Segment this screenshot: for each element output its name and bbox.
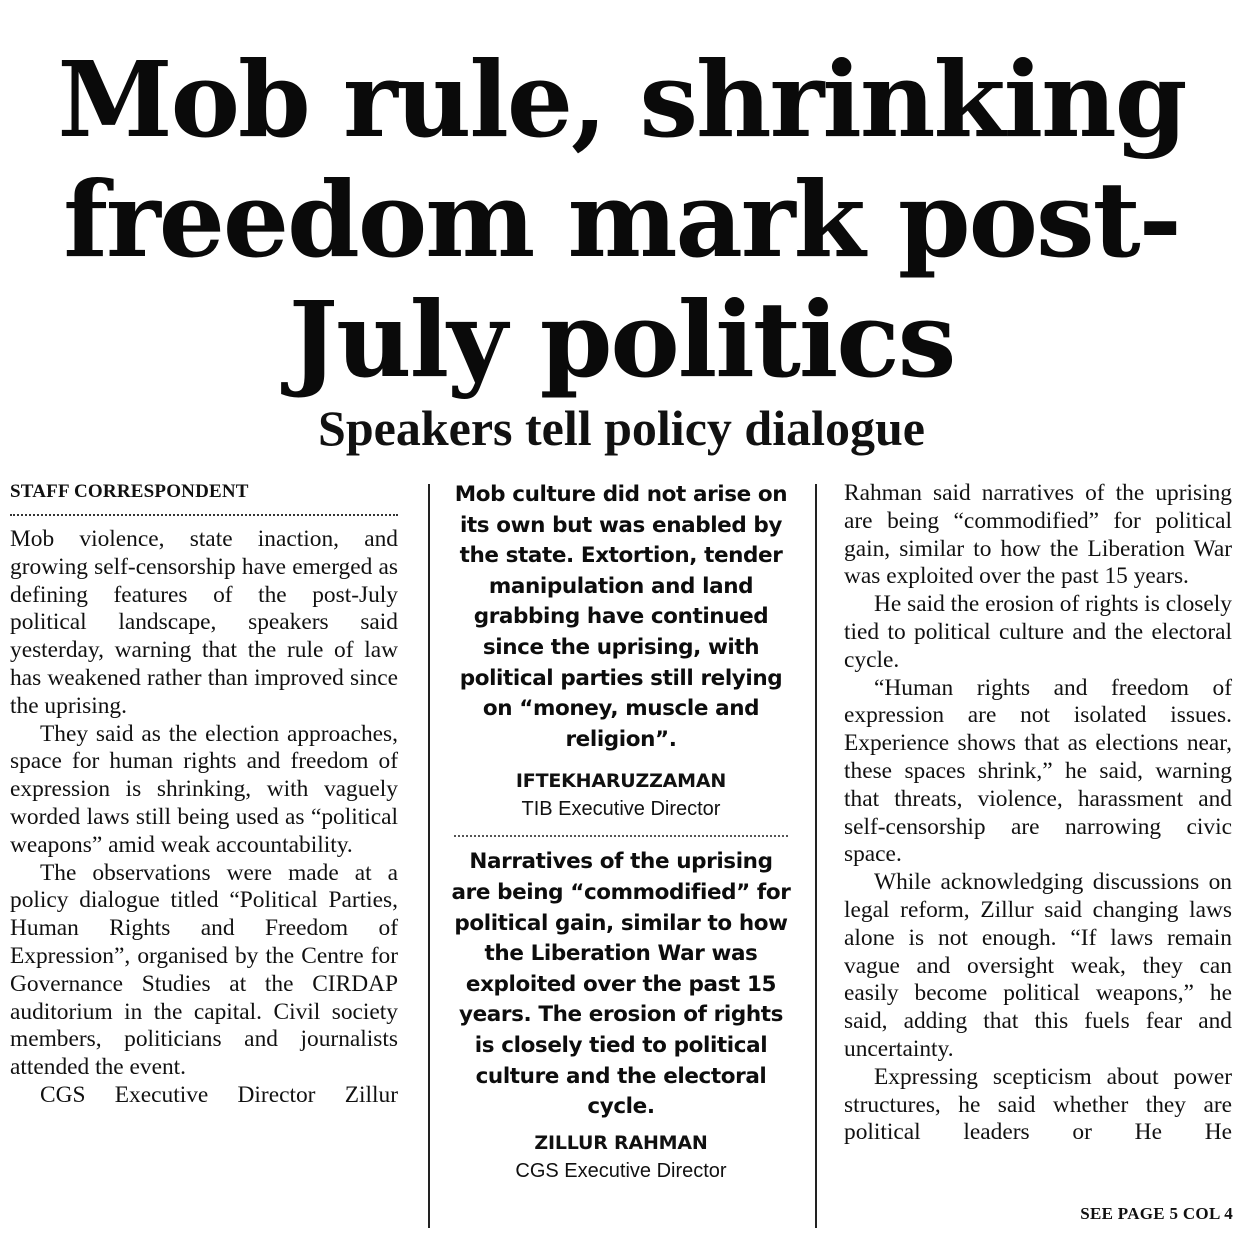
pull-quote-1-speaker: IFTEKHARUZZAMAN: [515, 770, 727, 793]
article-paragraph: While acknowledging discussions on legal reform, Zillur said changing laws alone is not enough. “If laws remain vague and oversight weak, they can easily become political weapons,” he said, adding that this fuels fear and uncertainty.: [844, 869, 1232, 1062]
pull-quotes: [450, 480, 792, 1185]
left-body: [10, 526, 398, 1110]
pull-quote-divider: [454, 835, 788, 837]
article-paragraph: Expressing scepticism about power structures, he said whether they are political leaders or He He: [844, 1063, 1232, 1146]
article-paragraph: CGS Executive Director Zillur: [40, 1081, 398, 1108]
continuation-jump: SEE PAGE 5 COL 4: [1080, 1204, 1233, 1223]
pull-quote-2: Narratives of the uprising are being “commodified” for political gain, similar to how the Liberation War was exploited over the past 15 years. The erosion of rights is closely tied to political culture and the electoral cycle.: [451, 849, 791, 1120]
byline-divider: [10, 514, 398, 516]
article-paragraph: Mob violence, state inaction, and growing self-censorship have emerged as defining features of the post-July political landscape, speakers said yesterday, warning that the rule of law has weakened rather than improved since the uprising.: [10, 526, 398, 719]
byline: STAFF CORRESPONDENT: [10, 481, 249, 502]
article-paragraph: The observations were made at a policy dialogue titled “Political Parties, Human Rights and Freedom of Expression”, organised by the Centre for Governance Studies at the CIRDAP auditorium in the capital. Civil society members, politicians and journalists attended the event.: [10, 859, 398, 1081]
pull-quote-2-role: CGS Executive Director: [515, 1159, 727, 1182]
subheadline: Speakers tell policy dialogue: [318, 400, 925, 456]
pull-quote-2-speaker: ZILLUR RAHMAN: [534, 1131, 708, 1154]
headline-line-2: freedom mark post-: [63, 158, 1180, 281]
article-paragraph: They said as the election approaches, space for human rights and freedom of expression is shrinking, with vaguely worded laws still being used as “political weapons” amid weak accountability.: [10, 720, 398, 858]
right-column: [844, 480, 1232, 1147]
column-rule-right: [815, 484, 817, 1228]
headline-line-1: Mob rule, shrinking: [57, 38, 1186, 161]
article-paragraph: Rahman said narratives of the uprising are being “commodified” for political gain, similar to how the Liberation War was exploited over the past 15 years.: [844, 480, 1232, 590]
headline: [0, 40, 1243, 400]
left-column: [10, 480, 398, 1110]
article-paragraph: “Human rights and freedom of expression are not isolated issues. Experience shows that as elections near, these spaces shrink,” he said, warning that threats, violence, harassment and self-censorship are narrowing civic space.: [844, 674, 1232, 868]
article-paragraph: He said the erosion of rights is closely tied to political culture and the electoral cycle.: [844, 591, 1232, 673]
pull-quote-1-role: TIB Executive Director: [521, 798, 721, 821]
headline-line-3: July politics: [288, 278, 955, 401]
right-body: [844, 480, 1232, 1147]
pull-quote-1: Mob culture did not arise on its own but was enabled by the state. Extortion, tender manipulation and land grabbing have continued since the uprising, with political parties still relying on “money, muscle and religion”.: [454, 482, 788, 752]
column-rule-left: [428, 484, 430, 1228]
